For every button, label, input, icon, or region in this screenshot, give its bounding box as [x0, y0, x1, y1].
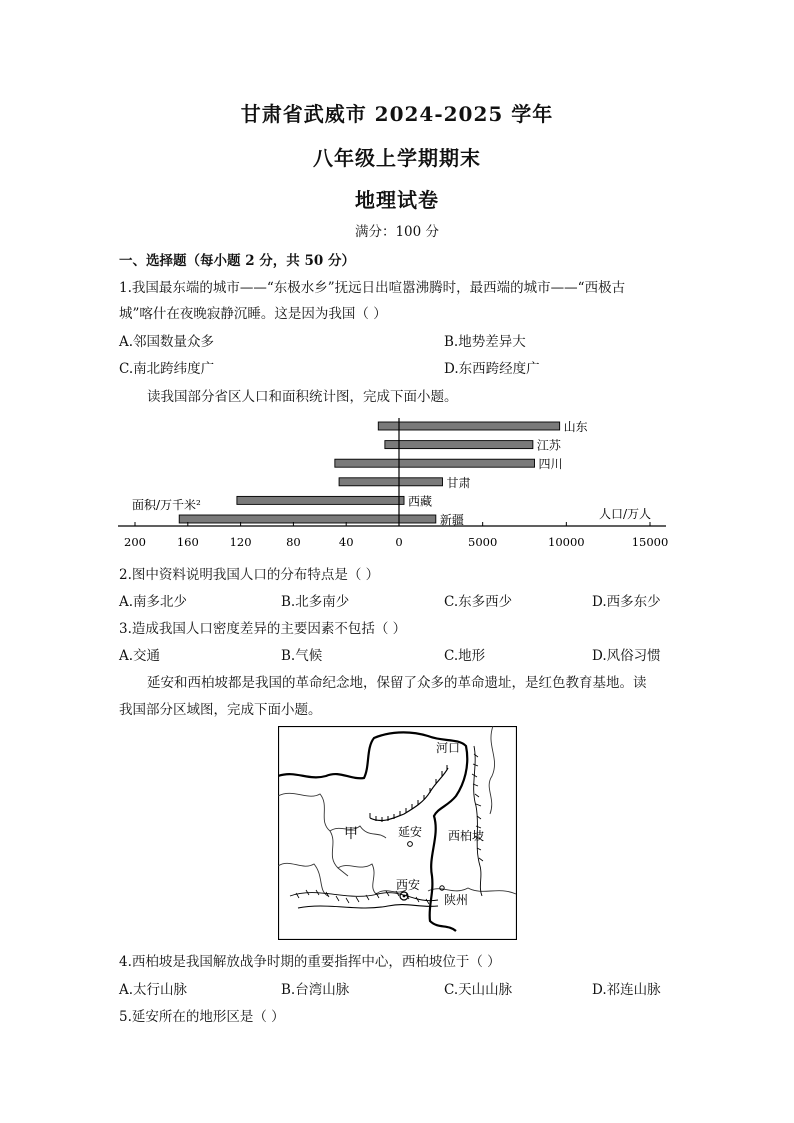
question-3: 3.造成我国人口密度差异的主要因素不包括（ ）	[119, 621, 407, 637]
q2-option-a: A.南多北少	[119, 594, 188, 610]
bar-label-4: 西藏	[408, 494, 433, 509]
bar-3	[339, 478, 442, 486]
population-area-chart	[118, 410, 678, 555]
full-score: 满分：100 分	[354, 224, 440, 240]
question-2: 2.图中资料说明我国人口的分布特点是（ ）	[119, 567, 380, 583]
bar-label-3: 甘肃	[446, 475, 471, 490]
section-heading: 一、选择题（每小题 2 分，共 50 分）	[119, 253, 355, 269]
pop-tick-3: 15000	[631, 535, 669, 549]
bar-label-0: 山东	[563, 420, 588, 434]
map-intro-line1: 延安和西柏坡都是我国的革命纪念地，保留了众多的革命遗址，是红色教育基地。读	[147, 675, 647, 691]
area-tick-3: 80	[286, 535, 301, 549]
area-tick-2: 120	[229, 535, 252, 549]
label-xian: 西安	[396, 878, 421, 892]
question-1-line2: 城”喀什在夜晚寂静沉睡。这是因为我国（ ）	[119, 306, 387, 322]
q4-option-b: B.台湾山脉	[281, 982, 350, 998]
bar-label-2: 四川	[538, 457, 563, 472]
pop-tick-2: 10000	[548, 535, 585, 549]
q1-option-b: B.地势差异大	[444, 334, 526, 350]
q4-option-a: A.太行山脉	[119, 982, 188, 998]
q1-option-a: A.邻国数量众多	[119, 334, 215, 350]
right-axis-label: 人口/万人	[599, 507, 652, 521]
q1-option-d: D.东西跨经度广	[444, 361, 540, 377]
q2-option-d: D.西多东少	[592, 594, 661, 610]
label-yanan: 延安	[398, 825, 423, 839]
q4-option-c: C.天山山脉	[444, 982, 513, 998]
pop-tick-0: 0	[395, 535, 403, 549]
q3-option-c: C.地形	[444, 648, 486, 664]
bar-2	[335, 459, 535, 467]
chart-intro: 读我国部分省区人口和面积统计图，完成下面小题。	[147, 389, 458, 405]
bar-label-5: 新疆	[439, 513, 464, 527]
pop-tick-1: 5000	[468, 535, 498, 549]
bar-0	[378, 422, 559, 430]
q3-option-a: A.交通	[119, 648, 161, 664]
label-hekou: 河口	[436, 741, 461, 755]
q2-option-b: B.北多南少	[281, 594, 350, 610]
label-jia: 甲	[344, 826, 358, 842]
bar-4	[237, 496, 404, 504]
question-4: 4.西柏坡是我国解放战争时期的重要指挥中心，西柏坡位于（ ）	[119, 954, 501, 970]
area-tick-1: 160	[176, 535, 199, 549]
q1-option-c: C.南北跨纬度广	[119, 361, 215, 377]
question-5: 5.延安所在的地形区是（ ）	[119, 1009, 285, 1025]
bar-label-1: 江苏	[536, 438, 561, 453]
exam-title-subject: 地理试卷	[355, 188, 439, 212]
q3-option-b: B.气候	[281, 648, 323, 664]
bar-5	[179, 515, 436, 523]
q2-option-c: C.东多西少	[444, 594, 513, 610]
q4-option-d: D.祁连山脉	[592, 982, 661, 998]
area-tick-0: 200	[124, 535, 146, 549]
label-xibaipo: 西柏坡	[448, 829, 485, 843]
left-axis-label: 面积/万千米²	[132, 498, 201, 512]
region-map	[278, 726, 517, 940]
bar-1	[385, 441, 533, 449]
exam-title-grade: 八年级上学期期末	[313, 146, 481, 170]
area-tick-4: 40	[338, 535, 354, 549]
map-intro-line2: 我国部分区域图，完成下面小题。	[119, 702, 322, 718]
label-shanzhou: 陕州	[444, 893, 469, 907]
question-1-line1: 1.我国最东端的城市——“东极水乡”抚远日出喧嚣沸腾时，最西端的城市——“西极古	[119, 280, 626, 296]
exam-title-region: 甘肃省武威市 2024-2025 学年	[240, 102, 554, 126]
q3-option-d: D.风俗习惯	[592, 648, 661, 664]
